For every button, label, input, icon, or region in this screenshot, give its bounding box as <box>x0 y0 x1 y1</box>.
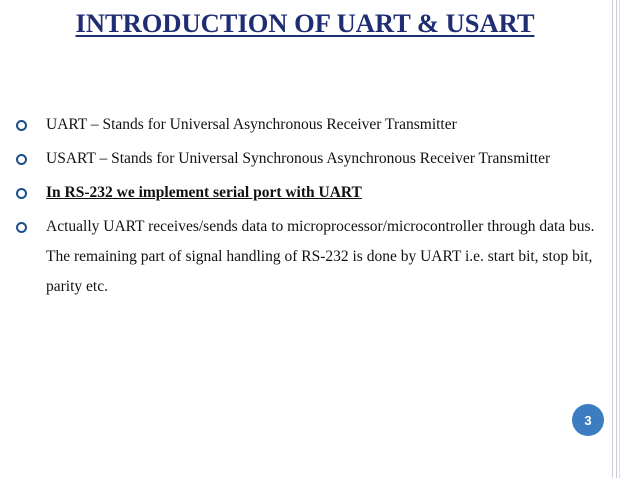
bullet-text: UART – Stands for Universal Asynchronous Receiver Transmitter <box>46 116 457 133</box>
bullet-item <box>16 144 596 174</box>
bullet-circle-icon <box>16 188 27 199</box>
page-number-badge: 3 <box>572 404 604 436</box>
bullet-text-emphasized: In RS-232 we implement serial port with UART <box>46 184 362 201</box>
frame-line <box>612 0 613 478</box>
bullet-list <box>16 110 596 302</box>
slide-title: INTRODUCTION OF UART & USART <box>75 8 535 38</box>
bullet-item <box>16 212 596 302</box>
bullet-text: Actually UART receives/sends data to microprocessor/microcontroller through data bus. The remaining part of signal handling of RS-232 is done by UART i.e. start bit, stop bit, parity etc. <box>46 218 595 295</box>
bullet-circle-icon <box>16 154 27 165</box>
bullet-item <box>16 110 596 140</box>
bullet-text: USART – Stands for Universal Synchronous Asynchronous Receiver Transmitter <box>46 150 551 167</box>
frame-line <box>616 0 617 478</box>
bullet-circle-icon <box>16 120 27 131</box>
bullet-circle-icon <box>16 222 27 233</box>
bullet-item <box>16 178 596 208</box>
frame-line <box>619 0 620 478</box>
